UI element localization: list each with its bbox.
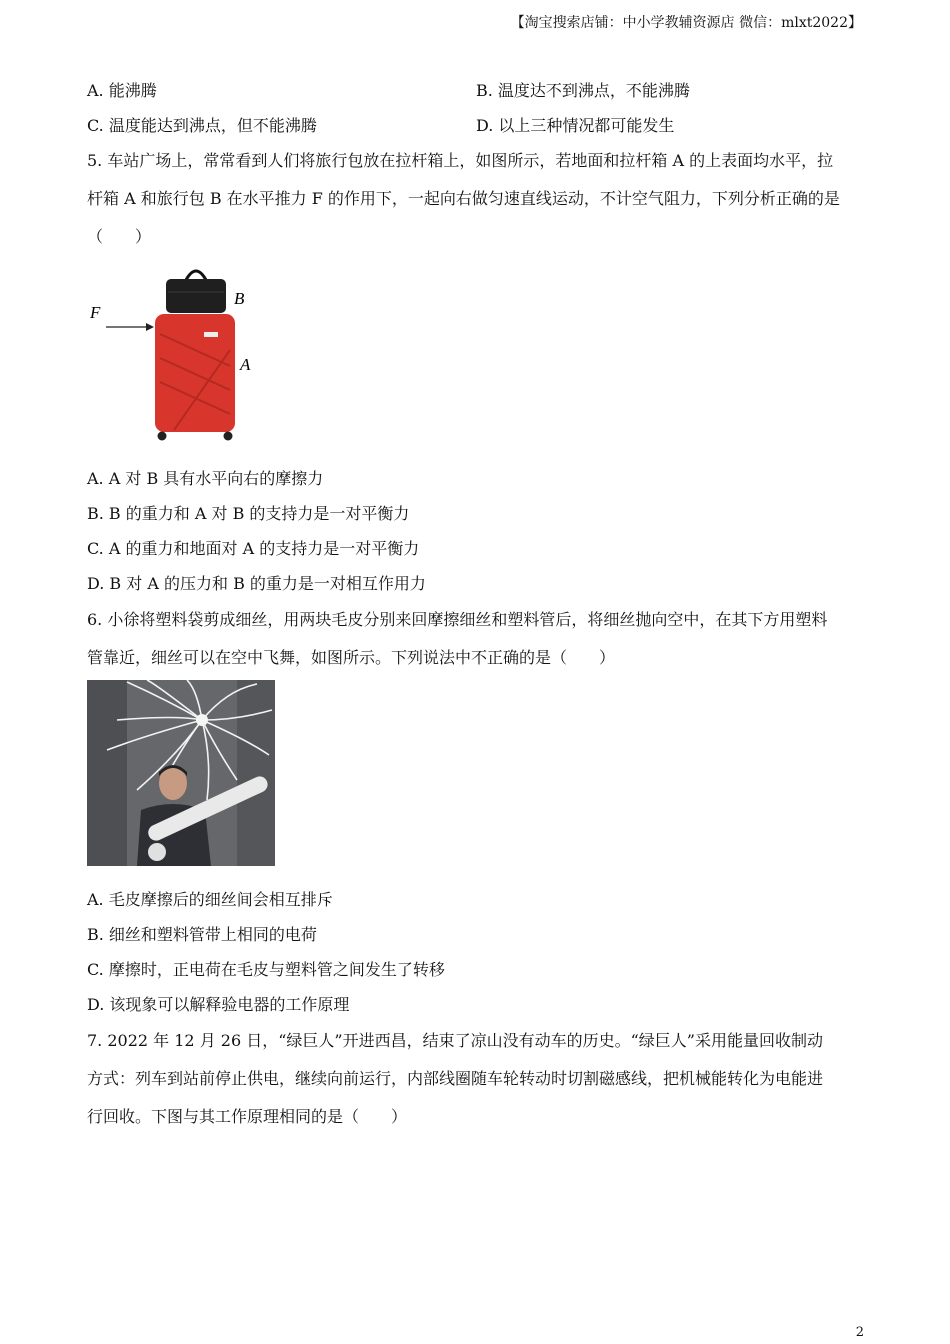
label-force-f: F — [90, 303, 101, 322]
q5-option-a: A. A 对 B 具有水平向右的摩擦力 — [87, 469, 324, 488]
travel-bag-b — [166, 279, 226, 313]
q6-stem-line-2: 管靠近，细丝可以在空中飞舞，如图所示。下列说法中不正确的是（ ） — [87, 648, 616, 667]
q7-stem-line-1: 7. 2022 年 12 月 26 日，“绿巨人”开进西昌，结束了凉山没有动车的历史。“绿巨人”采用能量回收制动 — [87, 1031, 823, 1050]
q4-option-d: D. 以上三种情况都可能发生 — [476, 116, 675, 135]
q6-option-c: C. 摩擦时，正电荷在毛皮与塑料管之间发生了转移 — [87, 960, 445, 979]
q6-stem-line-1: 6. 小徐将塑料袋剪成细丝，用两块毛皮分别来回摩擦细丝和塑料管后，将细丝抛向空中，在其下方用塑料 — [87, 610, 828, 629]
q5-suitcase-figure — [86, 262, 266, 444]
q6-option-b: B. 细丝和塑料管带上相同的电荷 — [87, 925, 317, 944]
page-header: 【淘宝搜索店铺：中小学教辅资源店 微信：mlxt2022】 — [510, 15, 862, 31]
bag-handle — [186, 271, 206, 280]
q4-option-b: B. 温度达不到沸点，不能沸腾 — [476, 81, 690, 100]
q5-option-b: B. B 的重力和 A 对 B 的支持力是一对平衡力 — [87, 504, 410, 523]
page-number: 2 — [855, 1325, 864, 1340]
q4-option-c: C. 温度能达到沸点，但不能沸腾 — [87, 116, 317, 135]
q5-stem-line-1: 5. 车站广场上，常常看到人们将旅行包放在拉杆箱上，如图所示，若地面和拉杆箱 A 的上表面均水平，拉 — [87, 151, 834, 170]
wheel-right — [224, 432, 233, 441]
q5-option-d: D. B 对 A 的压力和 B 的重力是一对相互作用力 — [87, 574, 426, 593]
q5-option-c: C. A 的重力和地面对 A 的支持力是一对平衡力 — [87, 539, 420, 558]
suitcase-logo — [204, 332, 218, 337]
q4-option-a: A. 能沸腾 — [87, 81, 157, 100]
force-arrow-head — [146, 323, 154, 331]
wheel-left — [158, 432, 167, 441]
q7-stem-line-3: 行回收。下图与其工作原理相同的是（ ） — [87, 1107, 408, 1126]
glove — [148, 843, 166, 861]
q6-option-d: D. 该现象可以解释验电器的工作原理 — [87, 995, 350, 1014]
label-suitcase-a: A — [240, 355, 251, 374]
label-bag-b: B — [234, 289, 245, 308]
q5-stem-line-2: 杆箱 A 和旅行包 B 在水平推力 F 的作用下，一起向右做匀速直线运动，不计空气阻力，下列分析正确的是 — [87, 189, 840, 208]
q6-option-a: A. 毛皮摩擦后的细丝间会相互排斥 — [87, 890, 333, 909]
q5-stem-line-3: （ ） — [87, 227, 152, 246]
q7-stem-line-2: 方式：列车到站前停止供电，继续向前运行，内部线圈随车轮转动时切割磁感线，把机械能转化为电能进 — [87, 1069, 824, 1088]
q6-photo-flying-strands — [87, 680, 275, 866]
